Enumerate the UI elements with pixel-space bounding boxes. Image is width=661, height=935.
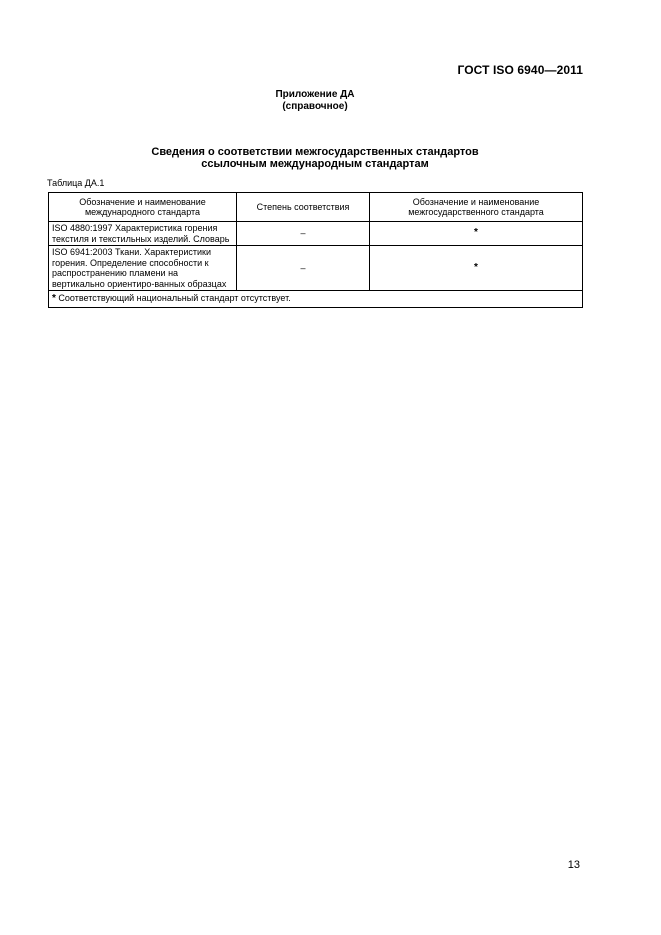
table-caption: Таблица ДА.1 (47, 178, 105, 188)
degree-cell: – (237, 246, 370, 291)
interstate-standard-cell: * (370, 246, 583, 291)
footnote-cell (49, 291, 583, 308)
international-standard-cell: ISO 4880:1997 Характеристика горения текстиля и текстильных изделий. Словарь (49, 222, 237, 246)
standard-code: ГОСТ ISO 6940—2011 (457, 63, 583, 77)
annex-subtitle: (справочное) (282, 101, 348, 112)
column-header-degree: Степень соответствия (237, 193, 370, 222)
correspondence-table (48, 192, 583, 308)
footnote-text: Соответствующий национальный стандарт отсутствует. (58, 293, 291, 304)
footnote-marker: * (52, 293, 56, 305)
annex-heading (0, 89, 630, 113)
table-footnote-row (49, 291, 583, 308)
page-number: 13 (567, 859, 580, 871)
column-header-interstate: Обозначение и наименование межгосударственного стандарта (370, 193, 583, 222)
annex-title: Приложение ДА (275, 89, 355, 100)
section-title-line2: ссылочным международным стандартам (201, 158, 429, 170)
column-header-international: Обозначение и наименование международного стандарта (49, 193, 237, 222)
section-title-line1: Сведения о соответствии межгосударственных стандартов (151, 146, 479, 158)
international-standard-cell: ISO 6941:2003 Ткани. Характеристики горения. Определение способности к распространению пламени на вертикально ориентиро-ванных образцах (49, 246, 237, 291)
table-header-row (49, 193, 583, 222)
table-row (49, 246, 583, 291)
degree-cell: – (237, 222, 370, 246)
interstate-standard-cell: * (370, 222, 583, 246)
table-row (49, 222, 583, 246)
section-heading (0, 146, 630, 170)
